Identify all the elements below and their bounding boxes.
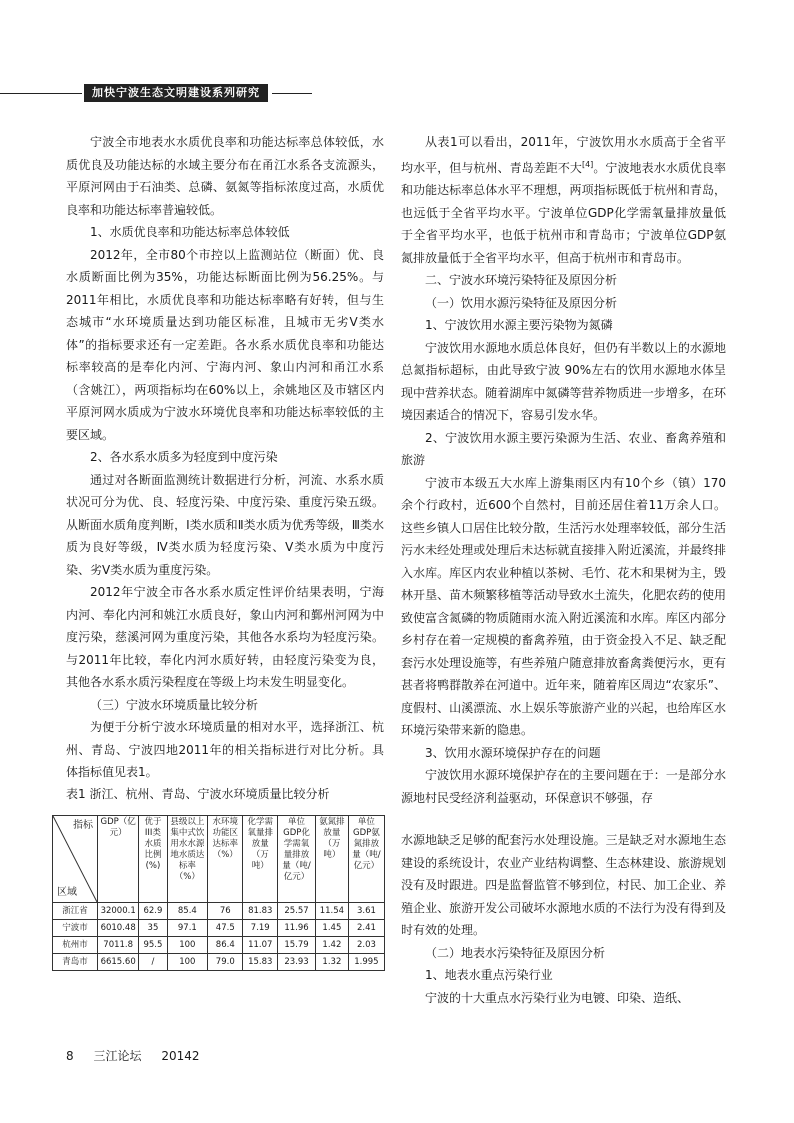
table-cell: 1.32 [315, 954, 348, 971]
table-cell: 32000.1 [98, 903, 139, 920]
paragraph [401, 269, 726, 292]
paragraph [66, 694, 384, 717]
paragraph-text: 为便于分析宁波水环境质量的相对水平，选择浙江、杭州、青岛、宁波四地2011年的相关指标进行对比分析。具体指标值见表1。 [66, 720, 384, 779]
table-region-cell: 青岛市 [53, 954, 98, 971]
table-cell: 6010.48 [98, 920, 139, 937]
table-cell: 2.41 [348, 920, 384, 937]
journal-name: 三江论坛 [93, 1049, 142, 1063]
paragraph-text: （一）饮用水源污染特征及原因分析 [425, 295, 618, 310]
table-caption: 表1 浙江、杭州、青岛、宁波水环境质量比较分析 [66, 787, 330, 801]
table-cell: 11.07 [243, 937, 278, 954]
table-cell: 85.4 [167, 903, 208, 920]
table-row [53, 920, 385, 937]
paragraph-text: 宁波饮用水源环境保护存在的主要问题在于：一是部分水源地村民受经济利益驱动，环保意识不够强，存 [401, 768, 726, 805]
paragraph-text: 宁波全市地表水水质优良率和功能达标率总体较低，水质优良及功能达标的水域主要分布在甬江水系各支流源头，平原河网由于石油类、总磷、氨氮等指标浓度过高，水质优良率和功能达标率普遍较低。 [66, 135, 384, 217]
paragraph-text: （二）地表水污染特征及原因分析 [425, 945, 606, 960]
left-column [66, 131, 384, 784]
table-cell: 11.96 [278, 920, 316, 937]
table-row [53, 937, 385, 954]
paragraph-text: 从表1可以看出，2011年，宁波饮用水水质高于全省平均水平，但与杭州、青岛差距不大 [401, 135, 726, 175]
table-cell: 15.83 [243, 954, 278, 971]
page-number: 8 [66, 1049, 74, 1063]
table-header-cell: 水环境功能区达标率（%） [208, 816, 243, 903]
paragraph [401, 337, 726, 427]
citation-marker: [4] [581, 159, 594, 169]
header-rule-left [0, 93, 82, 94]
table-cell: 25.57 [278, 903, 316, 920]
table-cell: 15.79 [278, 937, 316, 954]
table-cell: 97.1 [167, 920, 208, 937]
paragraph [401, 964, 726, 987]
paragraph-text: 水源地缺乏足够的配套污水处理设施。三是缺乏对水源地生态建设的系统设计，农业产业结构调整、生态林建设、旅游规划没有及时跟进。四是监督监管不够到位，村民、加工企业、养殖企业、旅游开发公司破坏水源地水质的不法行为没有得到及时有效的处理。 [401, 833, 726, 937]
paragraph-text: 2、各水系水质多为轻度到中度污染 [90, 450, 278, 464]
table-region-cell: 浙江省 [53, 903, 98, 920]
table-header-cell: 县级以上集中式饮用水水源地水质达标率（%） [167, 816, 208, 903]
corner-bottom-label: 区域 [57, 887, 77, 898]
paragraph-text: 2012年，全市80个市控以上监测站位（断面）优、良水质断面比例为35%，功能达标断面比例为56.25%。与2011年相比，水质优良率和功能达标率略有好转，但与生态城市“水环境质量达到功能区标准，且城市无劣V类水体”的指标要求还有一定差距。各水系水质优良率和功能达标率较高的是奉化内河、宁海内河、象山内河和甬江水系（含姚江），两项指标均在60%以上，余姚地区及市辖区内平原河网水质成为宁波水环境优良率和功能达标率较低的主要区域。 [66, 247, 384, 442]
table-row [53, 954, 385, 971]
paragraph [401, 292, 726, 315]
paragraph-text: 1、地表水重点污染行业 [425, 968, 553, 982]
table-cell: 1.45 [315, 920, 348, 937]
paragraph-text: （三）宁波水环境质量比较分析 [90, 697, 259, 712]
right-column [401, 131, 726, 809]
table-cell: 76 [208, 903, 243, 920]
paragraph-text: 宁波的十大重点水污染行业为电镀、印染、造纸、 [425, 990, 690, 1005]
paragraph [401, 131, 726, 269]
table-cell: 3.61 [348, 903, 384, 920]
paragraph-text: 宁波饮用水源地水质总体良好，但仍有半数以上的水源地总氮指标超标，由此导致宁波 90%左右的饮用水源地水体呈现中营养状态。随着湖库中氮磷等营养物质进一步增多，在环境因素适合的情况下，容易引发水华。 [401, 340, 726, 422]
table-header-cell: 单位GDP化学需氧量排放量（吨/亿元） [278, 816, 316, 903]
paragraph [401, 314, 726, 337]
table-header-cell: GDP（亿元） [98, 816, 139, 903]
table-region-cell: 杭州市 [53, 937, 98, 954]
paragraph [401, 764, 726, 809]
header-rule-right [272, 93, 312, 94]
table-cell: 100 [167, 937, 208, 954]
paragraph [66, 446, 384, 469]
paragraph [401, 987, 726, 1010]
table-header-row [53, 816, 385, 903]
table-cell: 2.03 [348, 937, 384, 954]
paragraph-text: 2012年宁波全市各水系水质定性评价结果表明，宁海内河、奉化内河和姚江水质良好，象山内河和鄞州河网为中度污染，慈溪河网为重度污染，其他各水系均为轻度污染。与2011年比较，奉化内河水质好转，由轻度污染变为良，其他各水系水质污染程度在等级上均未发生明显变化。 [66, 585, 384, 689]
table-header-cell: 单位GDP氨氮排放量（吨/亿元） [348, 816, 384, 903]
paragraph [66, 131, 384, 221]
table-cell: 1.42 [315, 937, 348, 954]
table-cell: 11.54 [315, 903, 348, 920]
paragraph [401, 472, 726, 742]
paragraph [66, 221, 384, 244]
paragraph [66, 244, 384, 447]
page-footer [66, 1047, 216, 1064]
table-cell: 47.5 [208, 920, 243, 937]
table-cell: / [139, 954, 167, 971]
paragraph [401, 829, 726, 942]
paragraph [66, 716, 384, 784]
comparison-table [52, 815, 385, 971]
table-header-cell: 优于III类水质比例(%) [139, 816, 167, 903]
paragraph-text: 1、宁波饮用水源主要污染物为氮磷 [425, 318, 613, 332]
issue-number: 20142 [161, 1049, 200, 1063]
table-cell: 23.93 [278, 954, 316, 971]
table-cell: 100 [167, 954, 208, 971]
table-header-cell: 氨氮排放量（万吨） [315, 816, 348, 903]
table-cell: 35 [139, 920, 167, 937]
table-cell: 7011.8 [98, 937, 139, 954]
table-cell: 7.19 [243, 920, 278, 937]
paragraph-text-tail: 。宁波地表水水质优良率和功能达标率总体水平不理想，两项指标既低于杭州和青岛，也远低于全省平均水平。宁波单位GDP化学需氧量排放量低于全省平均水平，也低于杭州市和青岛市；宁波单位GDP氨氮排放量低于全省平均水平，但高于杭州市和青岛市。 [401, 160, 726, 265]
corner-top-label: 指标 [73, 820, 93, 831]
table-header-cell: 化学需氧量排放量（万吨） [243, 816, 278, 903]
table-corner-cell [53, 816, 98, 903]
paragraph-text: 通过对各断面监测统计数据进行分析，河流、水系水质状况可分为优、良、轻度污染、中度污染、重度污染五级。从断面水质角度判断，Ⅰ类水质和Ⅱ类水质为优秀等级，Ⅲ类水质为良好等级，Ⅳ类水质为轻度污染、Ⅴ类水质为中度污染、劣Ⅴ类水质为重度污染。 [66, 472, 384, 577]
right-column-lower [401, 829, 726, 1009]
table-cell: 95.5 [139, 937, 167, 954]
paragraph-text: 2、宁波饮用水源主要污染源为生活、农业、畜禽养殖和旅游 [401, 430, 726, 467]
table-cell: 62.9 [139, 903, 167, 920]
paragraph-text: 二、宁波水环境污染特征及原因分析 [425, 273, 618, 287]
paragraph [66, 469, 384, 582]
paragraph [401, 942, 726, 965]
paragraph [66, 581, 384, 694]
paragraph-text: 3、饮用水源环境保护存在的问题 [425, 745, 601, 760]
paragraph-text: 1、水质优良率和功能达标率总体较低 [90, 225, 290, 239]
paragraph [401, 427, 726, 472]
table-cell: 81.83 [243, 903, 278, 920]
table-row [53, 903, 385, 920]
table-cell: 79.0 [208, 954, 243, 971]
table-cell: 1.995 [348, 954, 384, 971]
running-header [0, 84, 794, 104]
header-title: 加快宁波生态文明建设系列研究 [84, 84, 268, 102]
paragraph-text: 宁波市本级五大水库上游集雨区内有10个乡（镇）170余个行政村，近600个自然村，目前还居住着11万余人口。这些乡镇人口居住比较分散，生活污水处理率较低，部分生活污水未经处理或处理后未达标就直接排入附近溪流，并最终排入水库。库区内农业种植以茶树、毛竹、花木和果树为主，毁林开垦、苗木频繁移植等活动导致水土流失，化肥农药的使用致使富含氮磷的物质随雨水流入附近溪流和水库。库区内部分乡村存在着一定规模的畜禽养殖，由于资金投入不足、缺乏配套污水处理设施等，有些养殖户随意排放畜禽粪便污水，更有甚者将鸭群散养在河道中。近年来，随着库区周边“农家乐”、度假村、山溪漂流、水上娱乐等旅游产业的兴起，也给库区水环境污染带来新的隐患。 [401, 475, 726, 737]
paragraph [401, 742, 726, 765]
table-cell: 86.4 [208, 937, 243, 954]
table-cell: 6615.60 [98, 954, 139, 971]
table-body [53, 903, 385, 971]
table-region-cell: 宁波市 [53, 920, 98, 937]
